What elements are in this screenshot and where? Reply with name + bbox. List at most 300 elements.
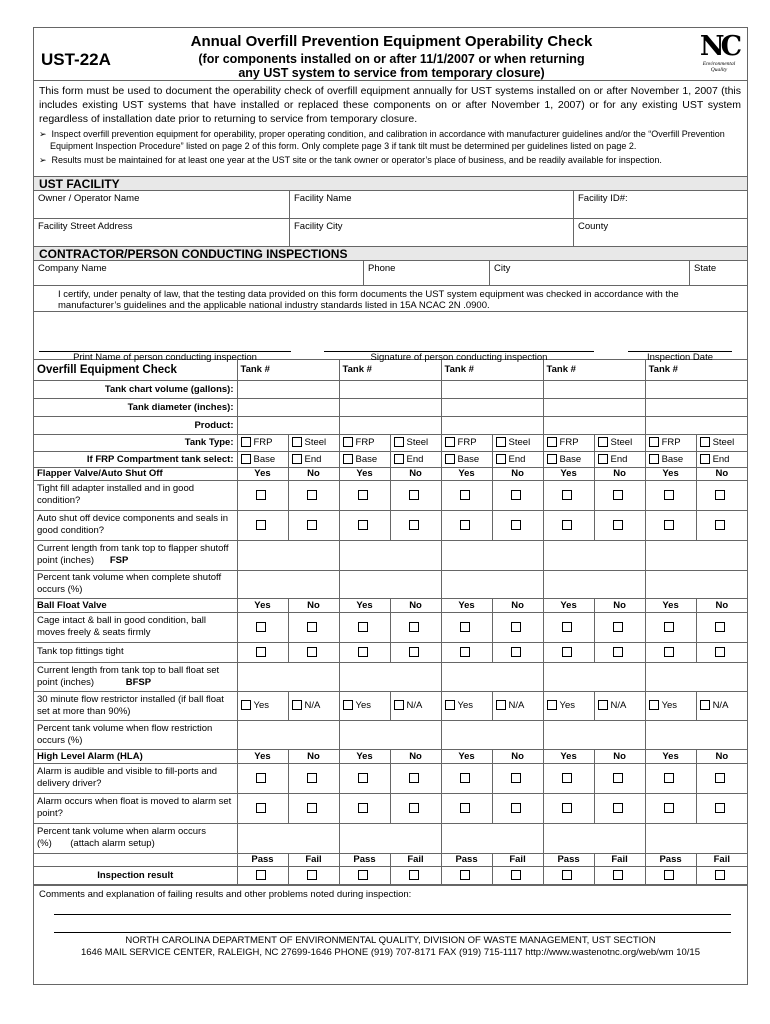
cage-intact-tank-4-b[interactable] — [594, 612, 645, 642]
inspection-result-tank-3-a[interactable] — [441, 866, 492, 884]
tank-type-frp_label-checkbox[interactable] — [343, 437, 353, 447]
flow-restrictor-tank-3-b[interactable]: N/A — [492, 691, 543, 720]
flow-restrictor-tank-2-b[interactable]: N/A — [390, 691, 441, 720]
tight-fill-adapter-yes-checkbox[interactable] — [562, 490, 572, 500]
tight-fill-adapter-tank-2-b[interactable] — [390, 480, 441, 510]
flow-restrictor-tank-5-a[interactable]: Yes — [645, 691, 696, 720]
result-header-tank-5-a: Pass — [645, 853, 696, 866]
tight-fill-adapter-no-checkbox[interactable] — [511, 490, 521, 500]
ball-length-tank-3[interactable] — [441, 662, 543, 691]
ball-percent-tank-5[interactable] — [645, 720, 747, 749]
inspection-result-fail-checkbox[interactable] — [511, 870, 521, 880]
inspection-result-tank-5-b[interactable] — [696, 866, 747, 884]
auto-shutoff-seals-tank-1-b[interactable] — [288, 510, 339, 540]
tank-top-fittings-tank-5-b[interactable] — [696, 642, 747, 662]
alarm-audible-tank-3-b[interactable] — [492, 763, 543, 793]
tank-top-fittings-no-checkbox[interactable] — [511, 647, 521, 657]
compartment-end_label-checkbox[interactable] — [292, 454, 302, 464]
compartment-end_label-checkbox[interactable] — [394, 454, 404, 464]
compartment-end_label-checkbox[interactable] — [700, 454, 710, 464]
tight-fill-adapter-yes-checkbox[interactable] — [256, 490, 266, 500]
tank-top-fittings-yes-checkbox[interactable] — [460, 647, 470, 657]
tight-fill-adapter-yes-checkbox[interactable] — [460, 490, 470, 500]
facility-street-label: Facility Street Address — [38, 221, 133, 232]
tank-top-fittings-tank-1-a[interactable] — [237, 642, 288, 662]
tank-type-tank-3-b[interactable]: Steel — [492, 434, 543, 451]
flow-restrictor-tank-3-a[interactable]: Yes — [441, 691, 492, 720]
compartment-base_label-checkbox[interactable] — [445, 454, 455, 464]
cage-intact-tank-5-b[interactable] — [696, 612, 747, 642]
alarm-audible-yes-checkbox[interactable] — [460, 773, 470, 783]
cage-intact-yes-checkbox[interactable] — [256, 622, 266, 632]
compartment-tank-3-a[interactable]: Base — [441, 451, 492, 467]
flow-restrictor-tank-4-b[interactable]: N/A — [594, 691, 645, 720]
compartment-tank-3-b[interactable]: End — [492, 451, 543, 467]
result-header-tank-3-b: Fail — [492, 853, 543, 866]
tank-top-fittings-tank-2-a[interactable] — [339, 642, 390, 662]
tank-type-frp_label-checkbox[interactable] — [241, 437, 251, 447]
alarm-percent-tank-1[interactable] — [237, 823, 339, 853]
footer-agency: NORTH CAROLINA DEPARTMENT OF ENVIRONMENTAL QUALITY, DIVISION OF WASTE MANAGEMENT, UST SECTION — [125, 934, 656, 946]
ball-header-tank-2-a: Yes — [339, 598, 390, 612]
tank-type-steel_label-checkbox[interactable] — [394, 437, 404, 447]
auto-shutoff-seals-tank-2-a[interactable] — [339, 510, 390, 540]
flapper-length-tank-4[interactable] — [543, 540, 645, 570]
cage-intact-no-checkbox[interactable] — [409, 622, 419, 632]
county-field[interactable] — [574, 219, 747, 246]
alarm-audible-tank-3-a[interactable] — [441, 763, 492, 793]
hla-header-tank-3-a: Yes — [441, 749, 492, 763]
tank-type-steel_label-checkbox[interactable] — [598, 437, 608, 447]
alarm-set-point-no-checkbox[interactable] — [511, 803, 521, 813]
compartment-tank-4-b[interactable]: End — [594, 451, 645, 467]
product-tank-2[interactable] — [339, 416, 441, 434]
alarm-set-point-tank-4-a[interactable] — [543, 793, 594, 823]
ball-length-tank-5[interactable] — [645, 662, 747, 691]
alarm-audible-no-checkbox[interactable] — [511, 773, 521, 783]
auto-shutoff-seals-tank-1-a[interactable] — [237, 510, 288, 540]
inspection-result-fail-checkbox[interactable] — [715, 870, 725, 880]
tight-fill-adapter-tank-4-b[interactable] — [594, 480, 645, 510]
flapper-header-tank-1-b: No — [288, 467, 339, 480]
compartment-tank-1-a[interactable]: Base — [237, 451, 288, 467]
auto-shutoff-seals-tank-4-a[interactable] — [543, 510, 594, 540]
alarm-set-point-tank-5-a[interactable] — [645, 793, 696, 823]
tank-diameter-tank-3[interactable] — [441, 398, 543, 416]
alarm-audible-yes-checkbox[interactable] — [664, 773, 674, 783]
flapper-length-tank-3[interactable] — [441, 540, 543, 570]
cage-intact-row — [34, 612, 747, 642]
tank-top-fittings-yes-checkbox[interactable] — [562, 647, 572, 657]
inspection-result-tank-2-a[interactable] — [339, 866, 390, 884]
auto-shutoff-seals-yes-checkbox[interactable] — [460, 520, 470, 530]
ball-length-tank-4[interactable] — [543, 662, 645, 691]
tight-fill-adapter-tank-1-b[interactable] — [288, 480, 339, 510]
ball-length-tank-2[interactable] — [339, 662, 441, 691]
alarm-set-point-yes-checkbox[interactable] — [562, 803, 572, 813]
inspection-result-fail-checkbox[interactable] — [409, 870, 419, 880]
hla-header-tank-1-b: No — [288, 749, 339, 763]
alarm-set-point-yes-checkbox[interactable] — [460, 803, 470, 813]
compartment-tank-5-a[interactable]: Base — [645, 451, 696, 467]
alarm-set-point-tank-1-a[interactable] — [237, 793, 288, 823]
section-contractor: CONTRACTOR/PERSON CONDUCTING INSPECTIONS — [34, 247, 747, 261]
inspection-result-tank-4-a[interactable] — [543, 866, 594, 884]
compartment-label: If FRP Compartment tank select: — [34, 451, 237, 467]
tight-fill-adapter-tank-3-a[interactable] — [441, 480, 492, 510]
alarm-audible-yes-checkbox[interactable] — [256, 773, 266, 783]
flapper-percent-tank-2[interactable] — [339, 570, 441, 598]
flapper-header-tank-4-b: No — [594, 467, 645, 480]
flow-restrictor-tank-2-a[interactable]: Yes — [339, 691, 390, 720]
footer-address: 1646 MAIL SERVICE CENTER, RALEIGH, NC 27699-1646 PHONE (919) 707-8171 FAX (919) 715-1117 http://www.wastenotnc.org/web/wm 10/15 — [80, 946, 701, 958]
alarm-percent-tank-3[interactable] — [441, 823, 543, 853]
tank-volume-tank-4[interactable] — [543, 380, 645, 398]
owner-operator-field[interactable] — [34, 191, 290, 218]
tank-top-fittings-row — [34, 642, 747, 662]
alarm-audible-no-checkbox[interactable] — [307, 773, 317, 783]
phone-field[interactable] — [364, 261, 490, 285]
form-header — [34, 28, 747, 81]
tank-volume-tank-5[interactable] — [645, 380, 747, 398]
alarm-set-point-label: Alarm occurs when float is moved to alarm set point? — [34, 793, 237, 823]
cage-intact-yes-checkbox[interactable] — [562, 622, 572, 632]
alarm-set-point-no-checkbox[interactable] — [613, 803, 623, 813]
phone-label: Phone — [368, 263, 396, 274]
hla-title: High Level Alarm (HLA) — [34, 749, 237, 763]
tank-diameter-tank-2[interactable] — [339, 398, 441, 416]
contractor-city-field[interactable] — [490, 261, 690, 285]
alarm-audible-tank-4-a[interactable] — [543, 763, 594, 793]
tank-diameter-tank-1[interactable] — [237, 398, 339, 416]
inspection-result-tank-3-b[interactable] — [492, 866, 543, 884]
alarm-audible-no-checkbox[interactable] — [613, 773, 623, 783]
auto-shutoff-seals-tank-3-b[interactable] — [492, 510, 543, 540]
facility-street-field[interactable] — [34, 219, 290, 246]
cage-intact-tank-1-b[interactable] — [288, 612, 339, 642]
flow-restrictor-yes-checkbox[interactable] — [241, 700, 251, 710]
cage-intact-no-checkbox[interactable] — [307, 622, 317, 632]
result-header-tank-4-b: Fail — [594, 853, 645, 866]
ball-percent-tank-4[interactable] — [543, 720, 645, 749]
product-tank-3[interactable] — [441, 416, 543, 434]
auto-shutoff-seals-no-checkbox[interactable] — [715, 520, 725, 530]
tank-diameter-tank-4[interactable] — [543, 398, 645, 416]
inspection-result-pass-checkbox[interactable] — [664, 870, 674, 880]
compartment-tank-1-b[interactable]: End — [288, 451, 339, 467]
tank-diameter-row — [34, 398, 747, 416]
flapper-percent-tank-4[interactable] — [543, 570, 645, 598]
tank-type-steel_label-checkbox[interactable] — [292, 437, 302, 447]
compartment-tank-2-b[interactable]: End — [390, 451, 441, 467]
tank-type-frp_label-checkbox[interactable] — [547, 437, 557, 447]
compartment-tank-4-a[interactable]: Base — [543, 451, 594, 467]
tank-top-fittings-tank-4-b[interactable] — [594, 642, 645, 662]
cage-intact-tank-2-a[interactable] — [339, 612, 390, 642]
auto-shutoff-seals-no-checkbox[interactable] — [511, 520, 521, 530]
compartment-base_label-checkbox[interactable] — [343, 454, 353, 464]
tank-type-tank-4-b[interactable]: Steel — [594, 434, 645, 451]
flow-restrictor-na-checkbox[interactable] — [292, 700, 302, 710]
alarm-percent-tank-5[interactable] — [645, 823, 747, 853]
tank-top-fittings-tank-4-a[interactable] — [543, 642, 594, 662]
flapper-percent-tank-1[interactable] — [237, 570, 339, 598]
facility-row-2 — [34, 219, 747, 247]
facility-city-label: Facility City — [294, 221, 343, 232]
cage-intact-no-checkbox[interactable] — [613, 622, 623, 632]
ball-length-tank-1[interactable] — [237, 662, 339, 691]
form-subtitle-line2: any UST system to service from temporary closure) — [238, 66, 545, 80]
tank-type-frp_label-checkbox[interactable] — [445, 437, 455, 447]
tank-volume-tank-3[interactable] — [441, 380, 543, 398]
inspection-result-pass-checkbox[interactable] — [358, 870, 368, 880]
compartment-base_label-checkbox[interactable] — [241, 454, 251, 464]
tank-top-fittings-no-checkbox[interactable] — [613, 647, 623, 657]
alarm-audible-tank-2-b[interactable] — [390, 763, 441, 793]
auto-shutoff-seals-tank-5-a[interactable] — [645, 510, 696, 540]
flapper-percent-tank-5[interactable] — [645, 570, 747, 598]
flapper-header-tank-4-a: Yes — [543, 467, 594, 480]
alarm-audible-tank-5-b[interactable] — [696, 763, 747, 793]
ball-header-tank-5-b: No — [696, 598, 747, 612]
alarm-set-point-no-checkbox[interactable] — [715, 803, 725, 813]
tank-type-steel_label-checkbox[interactable] — [700, 437, 710, 447]
tank-top-fittings-no-checkbox[interactable] — [307, 647, 317, 657]
alarm-audible-yes-checkbox[interactable] — [562, 773, 572, 783]
tank-header-2: Tank # — [339, 360, 441, 380]
auto-shutoff-seals-row — [34, 510, 747, 540]
alarm-set-point-yes-checkbox[interactable] — [256, 803, 266, 813]
facility-row-1 — [34, 191, 747, 219]
alarm-set-point-no-checkbox[interactable] — [409, 803, 419, 813]
compartment-tank-5-b[interactable]: End — [696, 451, 747, 467]
flapper-length-tank-5[interactable] — [645, 540, 747, 570]
tank-top-fittings-yes-checkbox[interactable] — [256, 647, 266, 657]
result-header-tank-2-a: Pass — [339, 853, 390, 866]
tank-top-fittings-tank-5-a[interactable] — [645, 642, 696, 662]
tank-type-tank-1-a[interactable]: FRP — [237, 434, 288, 451]
facility-city-field[interactable] — [290, 219, 574, 246]
cage-intact-yes-checkbox[interactable] — [358, 622, 368, 632]
compartment-tank-2-a[interactable]: Base — [339, 451, 390, 467]
tight-fill-adapter-tank-4-a[interactable] — [543, 480, 594, 510]
flapper-percent-tank-3[interactable] — [441, 570, 543, 598]
compartment-base_label-checkbox[interactable] — [547, 454, 557, 464]
auto-shutoff-seals-yes-checkbox[interactable] — [664, 520, 674, 530]
cage-intact-tank-3-a[interactable] — [441, 612, 492, 642]
ball-percent-tank-1[interactable] — [237, 720, 339, 749]
auto-shutoff-seals-tank-3-a[interactable] — [441, 510, 492, 540]
tank-type-tank-4-a[interactable]: FRP — [543, 434, 594, 451]
auto-shutoff-seals-tank-5-b[interactable] — [696, 510, 747, 540]
flapper-header-tank-2-a: Yes — [339, 467, 390, 480]
result-header-tank-4-a: Pass — [543, 853, 594, 866]
tight-fill-adapter-no-checkbox[interactable] — [307, 490, 317, 500]
alarm-set-point-yes-checkbox[interactable] — [358, 803, 368, 813]
alarm-set-point-tank-4-b[interactable] — [594, 793, 645, 823]
tank-top-fittings-tank-3-a[interactable] — [441, 642, 492, 662]
tank-top-fittings-tank-3-b[interactable] — [492, 642, 543, 662]
alarm-set-point-tank-2-a[interactable] — [339, 793, 390, 823]
flapper-length-tank-2[interactable] — [339, 540, 441, 570]
tank-top-fittings-no-checkbox[interactable] — [715, 647, 725, 657]
inspection-result-pass-checkbox[interactable] — [562, 870, 572, 880]
tank-top-fittings-tank-2-b[interactable] — [390, 642, 441, 662]
comments-line-1[interactable] — [54, 914, 731, 915]
ball-percent-tank-2[interactable] — [339, 720, 441, 749]
flow-restrictor-tank-1-a[interactable]: Yes — [237, 691, 288, 720]
inspection-result-pass-checkbox[interactable] — [256, 870, 266, 880]
flow-restrictor-na-checkbox[interactable] — [598, 700, 608, 710]
flow-restrictor-tank-4-a[interactable]: Yes — [543, 691, 594, 720]
inspection-result-tank-1-a[interactable] — [237, 866, 288, 884]
tight-fill-adapter-yes-checkbox[interactable] — [358, 490, 368, 500]
compartment-end_label-checkbox[interactable] — [496, 454, 506, 464]
alarm-percent-row — [34, 823, 747, 853]
product-tank-5[interactable] — [645, 416, 747, 434]
logo-caption-line2: Quality — [710, 67, 728, 73]
auto-shutoff-seals-tank-2-b[interactable] — [390, 510, 441, 540]
facility-name-field[interactable] — [290, 191, 574, 218]
alarm-set-point-yes-checkbox[interactable] — [664, 803, 674, 813]
cage-intact-tank-3-b[interactable] — [492, 612, 543, 642]
flow-restrictor-yes-checkbox[interactable] — [445, 700, 455, 710]
intro-paragraph: This form must be used to document the operability check of overfill equipment annually for UST systems installed on or after November 1, 2007 (this includes existing UST systems that have installed or replaced these components on or after November 1, 2007) or for any existing UST system regardless of installation date prior to returning to service from temporary closure. — [39, 85, 741, 125]
alarm-audible-tank-2-a[interactable] — [339, 763, 390, 793]
tight-fill-adapter-tank-2-a[interactable] — [339, 480, 390, 510]
cage-intact-tank-2-b[interactable] — [390, 612, 441, 642]
auto-shutoff-seals-yes-checkbox[interactable] — [562, 520, 572, 530]
tank-type-tank-2-a[interactable]: FRP — [339, 434, 390, 451]
flapper-header-tank-5-a: Yes — [645, 467, 696, 480]
inspection-result-pass-checkbox[interactable] — [460, 870, 470, 880]
tank-top-fittings-yes-checkbox[interactable] — [664, 647, 674, 657]
ball-length-label: Current length from tank top to ball float set point (inches) BFSP — [34, 662, 237, 691]
alarm-audible-tank-1-a[interactable] — [237, 763, 288, 793]
cage-intact-yes-checkbox[interactable] — [460, 622, 470, 632]
flow-restrictor-yes-checkbox[interactable] — [343, 700, 353, 710]
auto-shutoff-seals-yes-checkbox[interactable] — [358, 520, 368, 530]
alarm-audible-tank-4-b[interactable] — [594, 763, 645, 793]
form-title: Annual Overfill Prevention Equipment Operability Check — [190, 33, 593, 50]
tight-fill-adapter-tank-1-a[interactable] — [237, 480, 288, 510]
inspection-result-label: Inspection result — [34, 866, 237, 884]
tank-type-steel_label-checkbox[interactable] — [496, 437, 506, 447]
inspection-result-tank-1-b[interactable] — [288, 866, 339, 884]
inspection-result-fail-checkbox[interactable] — [613, 870, 623, 880]
compartment-end_label-checkbox[interactable] — [598, 454, 608, 464]
tight-fill-adapter-row — [34, 480, 747, 510]
auto-shutoff-seals-no-checkbox[interactable] — [613, 520, 623, 530]
section-ust-facility: UST FACILITY — [34, 177, 747, 191]
auto-shutoff-seals-yes-checkbox[interactable] — [256, 520, 266, 530]
alarm-percent-tank-4[interactable] — [543, 823, 645, 853]
tight-fill-adapter-tank-5-a[interactable] — [645, 480, 696, 510]
tank-type-tank-1-b[interactable]: Steel — [288, 434, 339, 451]
tight-fill-adapter-no-checkbox[interactable] — [613, 490, 623, 500]
flow-restrictor-yes-checkbox[interactable] — [649, 700, 659, 710]
alarm-set-point-tank-5-b[interactable] — [696, 793, 747, 823]
alarm-set-point-tank-3-b[interactable] — [492, 793, 543, 823]
tank-diameter-tank-5[interactable] — [645, 398, 747, 416]
inspection-result-tank-2-b[interactable] — [390, 866, 441, 884]
auto-shutoff-seals-no-checkbox[interactable] — [307, 520, 317, 530]
flow-restrictor-na-checkbox[interactable] — [394, 700, 404, 710]
alarm-percent-tank-2[interactable] — [339, 823, 441, 853]
alarm-audible-no-checkbox[interactable] — [409, 773, 419, 783]
tank-top-fittings-tank-1-b[interactable] — [288, 642, 339, 662]
tight-fill-adapter-yes-checkbox[interactable] — [664, 490, 674, 500]
flow-restrictor-na-checkbox[interactable] — [496, 700, 506, 710]
result-header-tank-2-b: Fail — [390, 853, 441, 866]
tank-type-tank-5-b[interactable]: Steel — [696, 434, 747, 451]
result-header-tank-3-a: Pass — [441, 853, 492, 866]
compartment-base_label-checkbox[interactable] — [649, 454, 659, 464]
ball-percent-tank-3[interactable] — [441, 720, 543, 749]
inspection-result-tank-5-a[interactable] — [645, 866, 696, 884]
alarm-audible-tank-5-a[interactable] — [645, 763, 696, 793]
tank-type-tank-5-a[interactable]: FRP — [645, 434, 696, 451]
cage-intact-yes-checkbox[interactable] — [664, 622, 674, 632]
tight-fill-adapter-tank-3-b[interactable] — [492, 480, 543, 510]
flapper-header-tank-1-a: Yes — [237, 467, 288, 480]
hla-header-tank-3-b: No — [492, 749, 543, 763]
state-field[interactable] — [690, 261, 747, 285]
cage-intact-tank-5-a[interactable] — [645, 612, 696, 642]
product-tank-4[interactable] — [543, 416, 645, 434]
cage-intact-no-checkbox[interactable] — [511, 622, 521, 632]
product-tank-1[interactable] — [237, 416, 339, 434]
tank-type-tank-3-a[interactable]: FRP — [441, 434, 492, 451]
flow-restrictor-yes-checkbox[interactable] — [547, 700, 557, 710]
alarm-audible-no-checkbox[interactable] — [715, 773, 725, 783]
auto-shutoff-seals-no-checkbox[interactable] — [409, 520, 419, 530]
tight-fill-adapter-tank-5-b[interactable] — [696, 480, 747, 510]
tight-fill-adapter-no-checkbox[interactable] — [715, 490, 725, 500]
cage-intact-no-checkbox[interactable] — [715, 622, 725, 632]
auto-shutoff-seals-tank-4-b[interactable] — [594, 510, 645, 540]
flow-restrictor-tank-1-b[interactable]: N/A — [288, 691, 339, 720]
inspection-result-fail-checkbox[interactable] — [307, 870, 317, 880]
company-name-field[interactable] — [34, 261, 364, 285]
alarm-set-point-tank-2-b[interactable] — [390, 793, 441, 823]
hla-header-tank-2-a: Yes — [339, 749, 390, 763]
result-header-tank-1-a: Pass — [237, 853, 288, 866]
flow-restrictor-tank-5-b[interactable]: N/A — [696, 691, 747, 720]
alarm-set-point-tank-3-a[interactable] — [441, 793, 492, 823]
alarm-set-point-tank-1-b[interactable] — [288, 793, 339, 823]
tight-fill-adapter-no-checkbox[interactable] — [409, 490, 419, 500]
cage-intact-tank-4-a[interactable] — [543, 612, 594, 642]
flow-restrictor-na-checkbox[interactable] — [700, 700, 710, 710]
tank-type-tank-2-b[interactable]: Steel — [390, 434, 441, 451]
inspection-result-tank-4-b[interactable] — [594, 866, 645, 884]
tank-volume-tank-2[interactable] — [339, 380, 441, 398]
tank-top-fittings-yes-checkbox[interactable] — [358, 647, 368, 657]
comments-line-2[interactable] — [54, 932, 731, 933]
hla-header-tank-5-a: Yes — [645, 749, 696, 763]
tank-type-frp_label-checkbox[interactable] — [649, 437, 659, 447]
cage-intact-tank-1-a[interactable] — [237, 612, 288, 642]
alarm-audible-yes-checkbox[interactable] — [358, 773, 368, 783]
flapper-header-tank-5-b: No — [696, 467, 747, 480]
tank-top-fittings-no-checkbox[interactable] — [409, 647, 419, 657]
alarm-audible-tank-1-b[interactable] — [288, 763, 339, 793]
facility-id-field[interactable] — [574, 191, 747, 218]
tank-volume-tank-1[interactable] — [237, 380, 339, 398]
alarm-set-point-no-checkbox[interactable] — [307, 803, 317, 813]
flapper-length-tank-1[interactable] — [237, 540, 339, 570]
